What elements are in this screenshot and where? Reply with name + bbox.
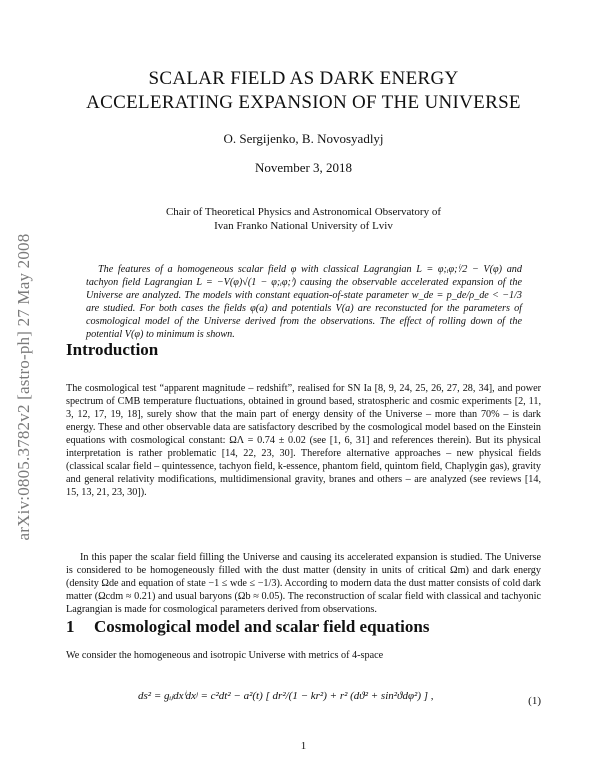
arxiv-sidebar bbox=[13, 185, 35, 590]
introduction-paragraph-1 bbox=[66, 382, 541, 499]
introduction-paragraph-2 bbox=[66, 551, 541, 616]
abstract-text: The features of a homogeneous scalar field φ with classical Lagrangian L = φ;ᵢφ;ⁱ/2 − V(φ) and tachyon field Lagrangian L = −V(φ)√(1 − φ;ᵢφ;ⁱ) causing the observable accelerated expansion of the Universe are analyzed. The models with constant equation-of-state parameter w_de = p_de/ρ_de < −1/3 are studied. For both cases the fields φ(a) and potentials V(a) are reconstucted for the parameters of cosmological model of the Universe derived from the observations. The effect of rolling down of the potential V(φ) to minimum is shown. bbox=[86, 264, 522, 340]
equation-body: ds² = gᵢⱼdxⁱdxʲ = c²dt² − a²(t) [ dr²/(1 − kr²) + r² (dϑ² + sin²ϑdφ²) ] , bbox=[138, 690, 434, 702]
title-line-2: ACCELERATING EXPANSION OF THE UNIVERSE bbox=[86, 92, 521, 113]
section-1-heading bbox=[66, 617, 429, 637]
paper-title bbox=[66, 67, 541, 115]
affiliation-line-2: Ivan Franko National University of Lviv bbox=[214, 220, 393, 232]
paragraph-text: In this paper the scalar field filling the Universe and causing its accelerated expansion is studied. The Universe is considered to be homogeneously filled with the dust matter (density in units of critical Ωm) and dark energy (density Ωde and equation of state −1 ≤ wde ≤ −1/3). According to modern data the dust matter consists of cold dark matter (Ωcdm ≈ 0.21) and usual baryons (Ωb ≈ 0.05). The reconstruction of scalar field with classical and tachyonic Lagrangian is made for cosmological parameters derived from observations. bbox=[66, 552, 541, 615]
affiliation bbox=[66, 205, 541, 233]
introduction-heading: Introduction bbox=[66, 340, 159, 359]
affiliation-line-1: Chair of Theoretical Physics and Astronomical Observatory of bbox=[165, 206, 442, 218]
section-number: 1 bbox=[66, 617, 75, 636]
arxiv-identifier: arXiv:0805.3782v2 [astro-ph] 27 May 2008 bbox=[14, 233, 33, 541]
page-number: 1 bbox=[300, 740, 307, 752]
section-title: Cosmological model and scalar field equations bbox=[94, 617, 430, 636]
equation-1 bbox=[66, 683, 541, 719]
date: November 3, 2018 bbox=[254, 160, 353, 175]
title-line-1: SCALAR FIELD AS DARK ENERGY bbox=[148, 68, 459, 89]
abstract bbox=[86, 263, 522, 341]
paragraph-text: We consider the homogeneous and isotropic Universe with metrics of 4-space bbox=[66, 650, 384, 661]
equation-number: (1) bbox=[528, 695, 541, 707]
paragraph-text: The cosmological test “apparent magnitude – redshift”, realised for SN Ia [8, 9, 24, 25, 26, 27, 28, 34], and power spectrum of CMB temperature fluctuations, obtained in ground based, stratospheric and cosmic experiments [2, 11, 3, 12, 17, 19, 18], surely show that the main part of energy density of the Universe – more than 70% – is dark energy. These and other observable data are satisfactory described by the cosmological model based on the Einstein equations with cosmological constant: ΩΛ = 0.74 ± 0.02 (see [1, 6, 31] and references therein). But its physical interpretation is rather problematic [14, 22, 23, 30]. Therefore alternative approaches – new physical fields (classical scalar field – quintessence, tachyon field, k-essence, phantom field, quintom field, Chaplygin gas), gravity and general relativity modifications, multidimensional gravity, branes and others – are analyzed (see reviews [14, 15, 13, 21, 23, 30]). bbox=[66, 383, 541, 498]
authors: O. Sergijenko, B. Novosyadlyj bbox=[223, 131, 384, 146]
section-1-text bbox=[66, 649, 541, 662]
